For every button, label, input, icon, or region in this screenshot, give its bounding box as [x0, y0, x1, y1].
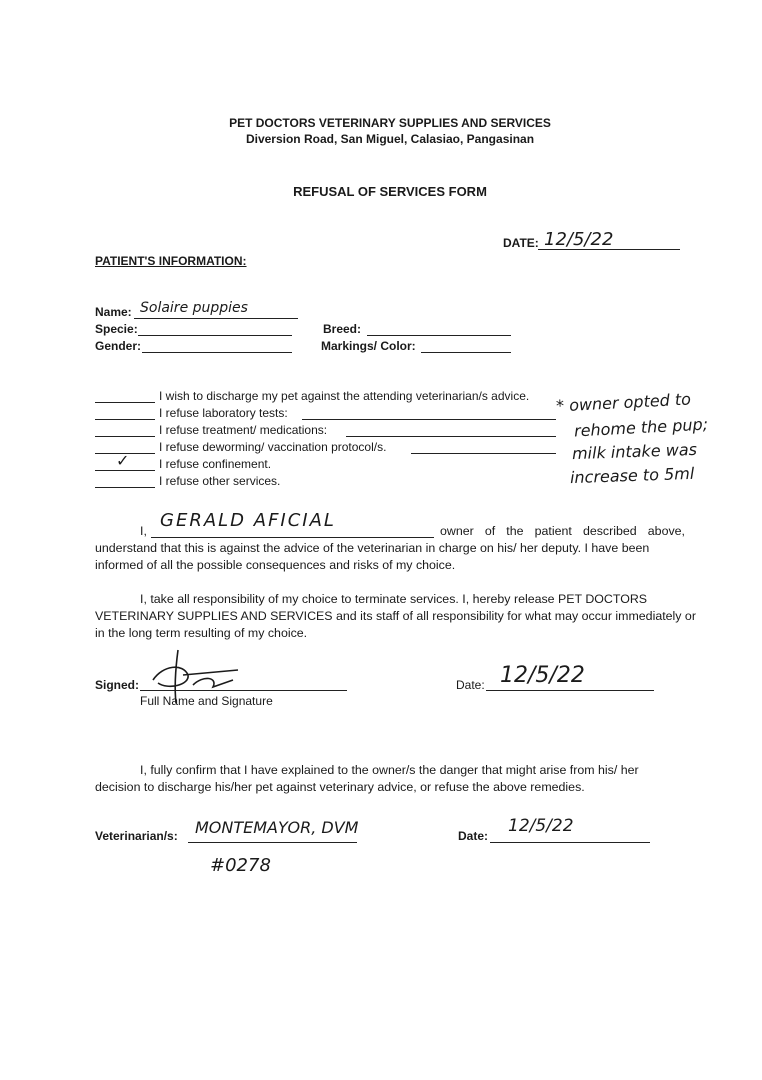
gender-label: Gender: [95, 339, 142, 353]
breed-label: Breed: [323, 322, 362, 336]
vet-date-value: 12/5/22 [508, 816, 574, 836]
patient-name-value: Solaire puppies [140, 300, 248, 316]
confinement-check-mark: ✓ [116, 451, 130, 470]
specie-underline [138, 335, 292, 336]
date-value: 12/5/22 [544, 229, 614, 250]
owner-name-value: GERALD AFICIAL [160, 510, 336, 531]
responsibility-line: VETERINARY SUPPLIES AND SERVICES and its staff of all responsibility for what may occur immediately or [95, 609, 696, 623]
statement-line: informed of all the possible consequences and risks of my choice. [95, 558, 456, 572]
license-number: #0278 [210, 855, 271, 876]
signed-date-value: 12/5/22 [500, 663, 585, 688]
signed-date-underline [486, 690, 654, 691]
patient-info-title: PATIENT'S INFORMATION: [95, 254, 247, 268]
signature-caption: Full Name and Signature [140, 694, 273, 708]
statement-line: owner of the patient described above, [440, 524, 685, 538]
lab-tests-underline [302, 419, 556, 420]
statement-prefix: I, [140, 524, 147, 538]
confirmation-line: I, fully confirm that I have explained to the owner/s the danger that might arise from his/ her [140, 763, 639, 777]
responsibility-line: in the long term resulting of my choice. [95, 626, 308, 640]
option-other-services: I refuse other services. [159, 474, 281, 488]
markings-underline [421, 352, 511, 353]
owner-name-underline [151, 537, 434, 538]
option-discharge: I wish to discharge my pet against the attending veterinarian/s advice. [159, 389, 530, 403]
confirmation-line: decision to discharge his/her pet against veterinary advice, or refuse the above remedies. [95, 780, 585, 794]
option-blank[interactable] [95, 487, 155, 488]
name-underline [134, 318, 298, 319]
option-blank[interactable] [95, 436, 155, 437]
note-line: * owner opted to [555, 389, 692, 416]
date-label: DATE: [503, 236, 539, 250]
option-blank[interactable] [95, 402, 155, 403]
gender-underline [142, 352, 292, 353]
specie-label: Specie: [95, 322, 138, 336]
deworming-underline [411, 453, 556, 454]
note-line: increase to 5ml [569, 463, 695, 488]
name-label: Name: [95, 305, 132, 319]
clinic-name: PET DOCTORS VETERINARY SUPPLIES AND SERVICES [229, 116, 551, 130]
form-title: REFUSAL OF SERVICES FORM [293, 184, 487, 199]
vet-date-underline [490, 842, 650, 843]
option-deworming: I refuse deworming/ vaccination protocol/s. [159, 440, 387, 454]
signed-date-label: Date: [456, 678, 485, 692]
option-blank[interactable] [95, 470, 155, 471]
veterinarian-underline [188, 842, 357, 843]
statement-line: understand that this is against the advice of the veterinarian in charge on his/ her deputy. I have been [95, 541, 650, 555]
option-blank[interactable] [95, 419, 155, 420]
veterinarian-label: Veterinarian/s: [95, 829, 178, 843]
option-lab-tests: I refuse laboratory tests: [159, 406, 288, 420]
clinic-address: Diversion Road, San Miguel, Calasiao, Pangasinan [245, 132, 535, 146]
responsibility-line: I, take all responsibility of my choice to terminate services. I, hereby release PET DOCTORS [140, 592, 648, 606]
vet-date-label: Date: [458, 829, 489, 843]
signed-label: Signed: [95, 678, 139, 692]
veterinarian-signature: MONTEMAYOR, DVM [195, 818, 359, 837]
treatment-underline [346, 436, 556, 437]
option-treatment: I refuse treatment/ medications: [159, 423, 328, 437]
markings-label: Markings/ Color: [321, 339, 416, 353]
note-line: rehome the pup; [573, 414, 709, 441]
note-line: milk intake was [571, 439, 698, 464]
option-confinement: I refuse confinement. [159, 457, 272, 471]
breed-underline [367, 335, 511, 336]
